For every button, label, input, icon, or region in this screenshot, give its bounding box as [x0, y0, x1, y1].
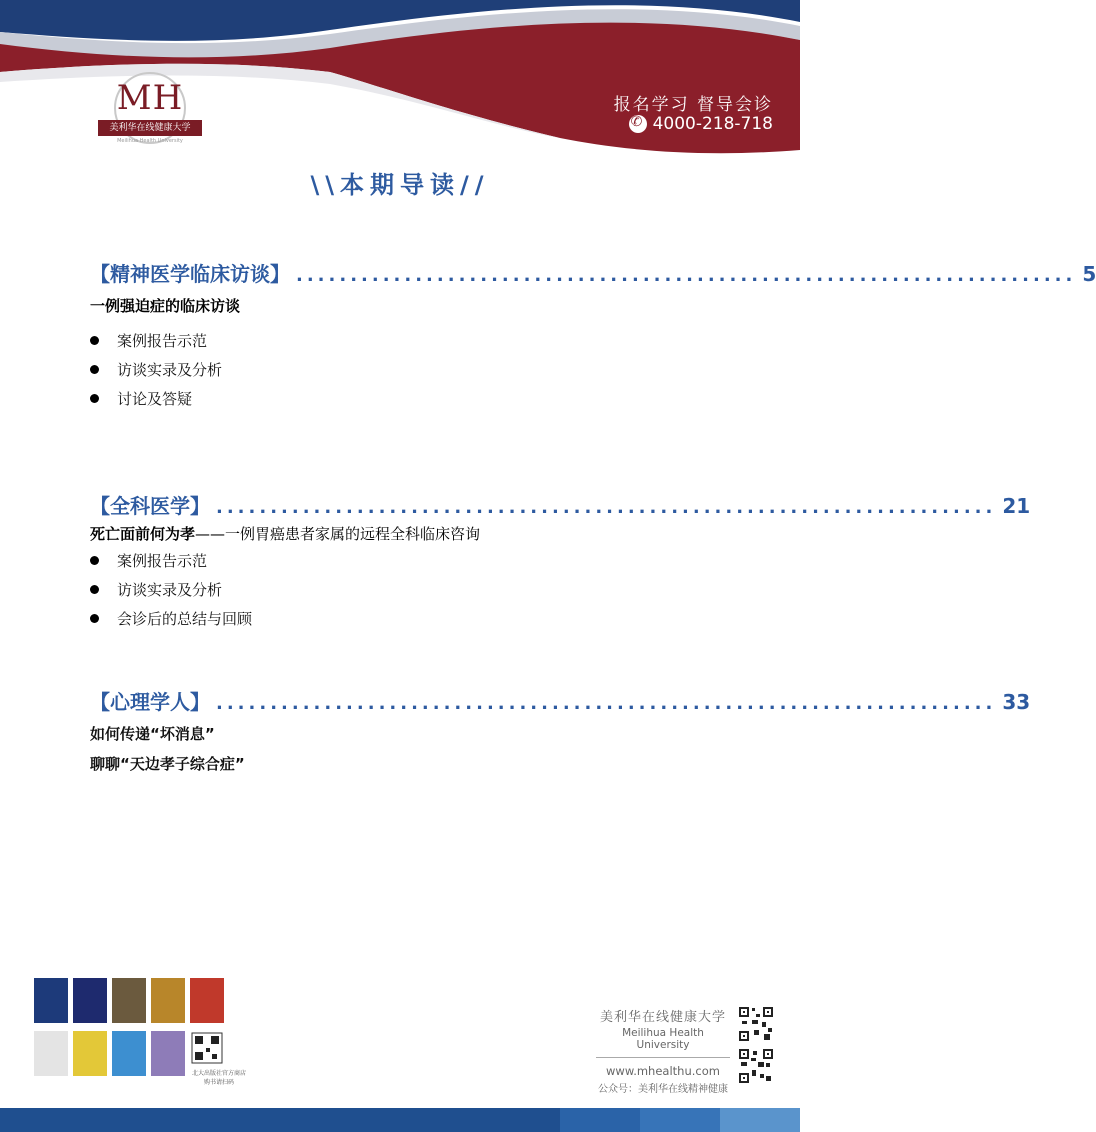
- article-title: 聊聊“天边孝子综合症”: [90, 755, 245, 773]
- article-title: 一例强迫症的临床访谈: [90, 297, 241, 315]
- university-name-en: Meilihua Health University: [622, 1027, 704, 1051]
- section-name: 【精神医学临床访谈】: [90, 262, 290, 286]
- toc-section-general-medicine: [90, 490, 1031, 633]
- book-covers: [34, 978, 246, 1088]
- article-title: 死亡面前何为孝——一例胃癌患者家属的远程全科临床咨询: [90, 525, 481, 543]
- article-title: 如何传递“坏消息”: [90, 725, 215, 743]
- page-number: 5: [1082, 262, 1096, 286]
- list-item: 讨论及答疑: [90, 384, 674, 413]
- bullet-icon: [90, 365, 99, 374]
- university-name-cn: 美利华在线健康大学: [599, 1010, 726, 1025]
- section-heading: [90, 686, 1031, 715]
- leader-dots: ........................................................................: [216, 497, 997, 518]
- slogan: 报名学习 督导会诊: [613, 95, 773, 115]
- university-contact: [596, 1006, 730, 1095]
- page-title: \\本期导读//: [310, 171, 490, 199]
- section-heading: [90, 490, 1031, 519]
- bullet-icon: [90, 336, 99, 345]
- bullet-list: [90, 326, 674, 413]
- list-item: 会诊后的总结与回顾: [90, 604, 674, 633]
- qr-code-icon: [738, 1006, 774, 1042]
- qr-code-icon: [738, 1048, 774, 1084]
- bullet-icon: [90, 614, 99, 623]
- wechat-account: 公众号：美利华在线精神健康: [598, 1084, 728, 1095]
- logo-mark: MH: [116, 78, 184, 118]
- list-item: 访谈实录及分析: [90, 575, 674, 604]
- website: www.mhealthu.com: [606, 1064, 720, 1078]
- divider: [596, 1057, 730, 1058]
- list-item: 访谈实录及分析: [90, 355, 674, 384]
- leader-dots: ........................................................................: [296, 265, 1077, 286]
- bullet-icon: [90, 394, 99, 403]
- university-logo: [96, 76, 204, 152]
- bullet-icon: [90, 585, 99, 594]
- phone-number: 4000-218-718: [652, 114, 773, 134]
- phone-line: [629, 114, 773, 134]
- logo-subtitle: Meilihua Health University: [117, 138, 183, 144]
- article-list: [90, 723, 674, 775]
- logo-ribbon: 美利华在线健康大学: [98, 120, 202, 136]
- toc-section-psychology: [90, 686, 1031, 775]
- footer-bar: [0, 1108, 800, 1132]
- leader-dots: ........................................................................: [216, 693, 997, 714]
- phone-icon: [629, 115, 647, 133]
- section-name: 【全科医学】: [90, 494, 210, 518]
- section-heading: [90, 258, 1096, 287]
- section-name: 【心理学人】: [90, 690, 210, 714]
- toc-section-psychiatry: [90, 258, 1096, 413]
- bullet-icon: [90, 556, 99, 565]
- list-item: 案例报告示范: [90, 326, 674, 355]
- list-item: 案例报告示范: [90, 546, 674, 575]
- page-number: 33: [1002, 690, 1031, 714]
- page-number: 21: [1002, 494, 1031, 518]
- books-caption: 北大出版社官方商店 购书请扫码: [191, 1070, 246, 1086]
- bullet-list: [90, 546, 674, 633]
